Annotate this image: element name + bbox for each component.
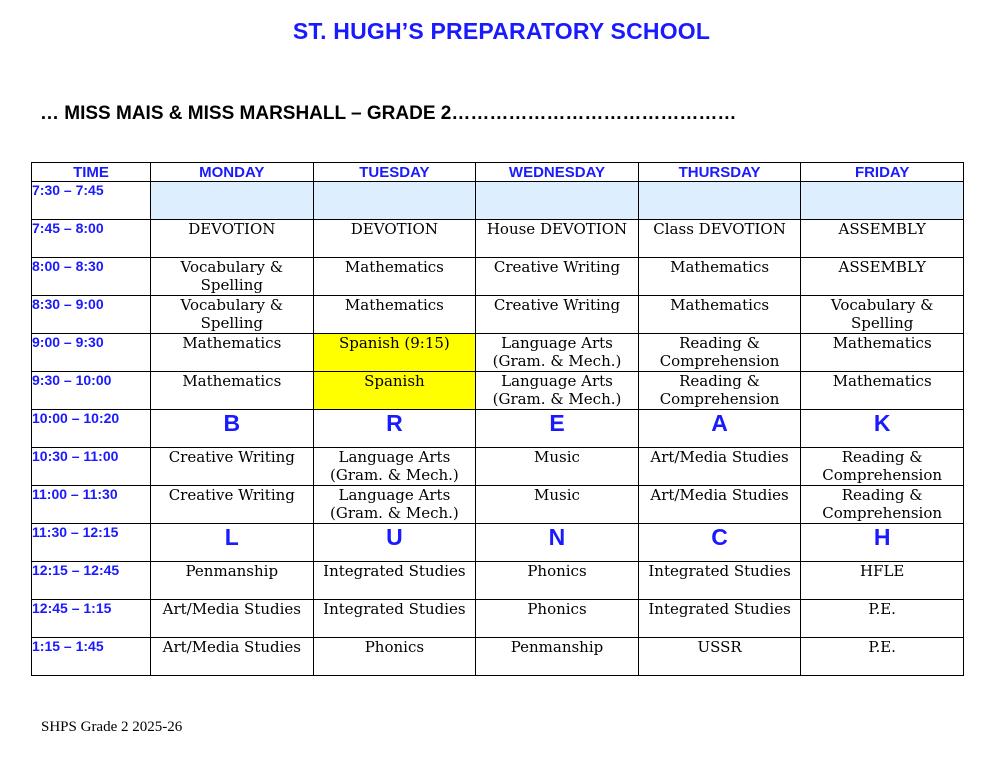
timetable-row [32,182,964,220]
timetable-row [32,562,964,600]
lunch-letter: N [476,524,639,562]
lesson-cell: Vocabulary & Spelling [151,296,314,334]
lesson-cell: ASSEMBLY [801,258,964,296]
timetable-row [32,372,964,410]
header-time: TIME [32,163,151,182]
header-monday: MONDAY [151,163,314,182]
header-friday: FRIDAY [801,163,964,182]
lesson-cell: Integrated Studies [638,562,801,600]
lesson-cell: Mathematics [151,372,314,410]
document-footer: SHPS Grade 2 2025-26 [41,719,183,735]
lesson-cell: P.E. [801,638,964,676]
lesson-cell [151,182,314,220]
lesson-cell-highlighted: Spanish [313,372,476,410]
lesson-cell-highlighted: Spanish (9:15) [313,334,476,372]
lesson-cell: HFLE [801,562,964,600]
lesson-cell: Language Arts (Gram. & Mech.) [313,448,476,486]
lesson-cell: Language Arts (Gram. & Mech.) [313,486,476,524]
lesson-cell: Music [476,448,639,486]
time-slot: 12:15 – 12:45 [32,562,151,600]
lesson-cell: Music [476,486,639,524]
lesson-cell: USSR [638,638,801,676]
time-slot: 9:00 – 9:30 [32,334,151,372]
lesson-cell: Art/Media Studies [151,600,314,638]
break-letter: B [151,410,314,448]
lesson-cell: Reading & Comprehension [801,448,964,486]
lunch-letter: C [638,524,801,562]
lesson-cell: Class DEVOTION [638,220,801,258]
lesson-cell: Art/Media Studies [638,486,801,524]
time-slot: 8:00 – 8:30 [32,258,151,296]
lesson-cell: Integrated Studies [638,600,801,638]
timetable-row [32,220,964,258]
lesson-cell: Creative Writing [151,486,314,524]
time-slot: 11:00 – 11:30 [32,486,151,524]
time-slot: 12:45 – 1:15 [32,600,151,638]
break-letter: K [801,410,964,448]
lesson-cell: P.E. [801,600,964,638]
header-thursday: THURSDAY [638,163,801,182]
timetable-row [32,638,964,676]
lesson-cell: Phonics [476,562,639,600]
break-row [32,410,964,448]
time-slot: 11:30 – 12:15 [32,524,151,562]
lesson-cell: Creative Writing [151,448,314,486]
lesson-cell [638,182,801,220]
lesson-cell: Art/Media Studies [638,448,801,486]
lesson-cell: Vocabulary & Spelling [801,296,964,334]
lesson-cell: Mathematics [801,334,964,372]
timetable-row [32,334,964,372]
header-row [32,163,964,182]
break-letter: R [313,410,476,448]
lunch-row [32,524,964,562]
lunch-letter: H [801,524,964,562]
class-teachers-heading: … MISS MAIS & MISS MARSHALL – GRADE 2……………………………………… [40,103,737,124]
lesson-cell [801,182,964,220]
lunch-letter: U [313,524,476,562]
time-slot: 10:00 – 10:20 [32,410,151,448]
timetable [31,162,964,676]
break-letter: E [476,410,639,448]
lesson-cell: House DEVOTION [476,220,639,258]
lesson-cell: Art/Media Studies [151,638,314,676]
lesson-cell: Mathematics [151,334,314,372]
lesson-cell: Mathematics [313,296,476,334]
lunch-letter: L [151,524,314,562]
lesson-cell [313,182,476,220]
timetable-row [32,600,964,638]
lesson-cell: Penmanship [476,638,639,676]
time-slot: 1:15 – 1:45 [32,638,151,676]
time-slot: 7:30 – 7:45 [32,182,151,220]
lesson-cell: Language Arts (Gram. & Mech.) [476,334,639,372]
lesson-cell: Creative Writing [476,258,639,296]
time-slot: 9:30 – 10:00 [32,372,151,410]
lesson-cell: Phonics [313,638,476,676]
lesson-cell: Mathematics [638,296,801,334]
timetable-row [32,296,964,334]
lesson-cell: Language Arts (Gram. & Mech.) [476,372,639,410]
timetable-row [32,486,964,524]
lesson-cell: Reading & Comprehension [801,486,964,524]
lesson-cell: Reading & Comprehension [638,334,801,372]
timetable-row [32,448,964,486]
timetable-row [32,258,964,296]
lesson-cell: Penmanship [151,562,314,600]
lesson-cell [476,182,639,220]
lesson-cell: Mathematics [313,258,476,296]
lesson-cell: Creative Writing [476,296,639,334]
school-title: ST. HUGH’S PREPARATORY SCHOOL [292,18,711,44]
time-slot: 8:30 – 9:00 [32,296,151,334]
lesson-cell: Vocabulary & Spelling [151,258,314,296]
time-slot: 7:45 – 8:00 [32,220,151,258]
lesson-cell: ASSEMBLY [801,220,964,258]
time-slot: 10:30 – 11:00 [32,448,151,486]
lesson-cell: Integrated Studies [313,562,476,600]
lesson-cell: DEVOTION [151,220,314,258]
lesson-cell: Mathematics [801,372,964,410]
lesson-cell: Reading & Comprehension [638,372,801,410]
lesson-cell: DEVOTION [313,220,476,258]
lesson-cell: Mathematics [638,258,801,296]
lesson-cell: Phonics [476,600,639,638]
break-letter: A [638,410,801,448]
header-wednesday: WEDNESDAY [476,163,639,182]
header-tuesday: TUESDAY [313,163,476,182]
lesson-cell: Integrated Studies [313,600,476,638]
